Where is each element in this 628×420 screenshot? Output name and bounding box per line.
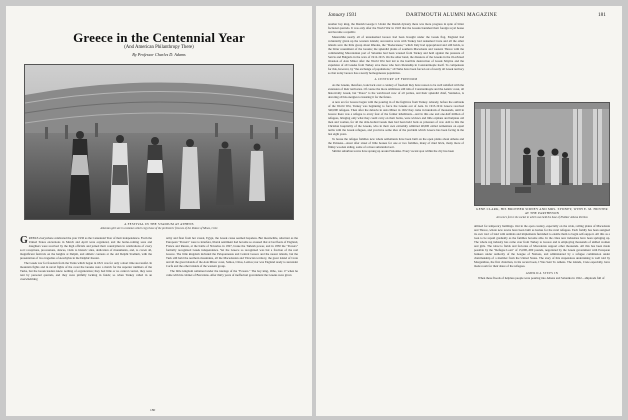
parthenon-photo-caption: GENE CLARK, HIS BROTHER SIDNEY AND MRS. SYDNEY, WITH E. M. HUNTER AT THE PARTHENON bbox=[476, 207, 608, 215]
article-column-1 bbox=[20, 236, 152, 408]
photo-caption: Athenian girls are in costumes which copy those of the prehistoric frescoes of the Palace of Minos, Crete bbox=[100, 227, 218, 230]
page-folio: 180 bbox=[150, 408, 156, 412]
article-column-3 bbox=[328, 22, 464, 410]
page-number: 181 bbox=[598, 12, 606, 18]
paragraph: When these floods of helpless people were pouring into Athens and Salonika in 1922—shiploads full of bbox=[478, 276, 605, 281]
running-head-title: DARTMOUTH ALUMNI MAGAZINE bbox=[406, 12, 498, 18]
left-page bbox=[6, 6, 312, 416]
paragraph: A new era for Greece began with the pouring in of the fugitives from Turkey. Already, before the outbreak of the World War, Turkey was beginning to force the Greeks out of Asia. In 1913-1914 Greece received 340,000 refugees. Then after the debacle in Asia Minor in 1922 they came in hundreds of thousands, until in Greece there was a refugee to every four of the former inhabitants—and in this one and one-half million of refugees, bringing only what they could carry on their backs, were widows and little orphans and helpless old men and women, for all the able-bodied Greek men had been held back as prisoners of war. Add to this the Christian hospitality of the Greeks, who in their own extremity admitted 40,000 exiled Armenians on equal terms with the Greek refugees, and you have some idea of the problem which Greece has been facing in the last eight years. bbox=[328, 99, 464, 136]
paragraph: The Greek war for freedom from the Turks which began in 1821 was for only a short time successful. In mountain fights and in naval fights of the coast the Greeks were a match for the superior numbers of the Turks, but the Greek leaders knew nothing of organization; they had little or no central control, they were rent by personal quarrels, and they were pitifully lacking in funds; so when Turkey called in an overwhelming bbox=[20, 260, 152, 282]
parthenon-illustration bbox=[475, 103, 610, 206]
paragraph: To house the refugee families new whole settlements have been built on the open plains about Athens and the Peiraeus—street after street of little houses for one or two families, many of mud brick, many more of flimsy wooden siding, some of a more substantial sort. bbox=[328, 136, 464, 149]
drop-cap: G bbox=[20, 236, 28, 246]
section-heading: AMERICA STEPS IN bbox=[525, 270, 559, 275]
article-column-2 bbox=[166, 236, 298, 408]
paragraph: As the Greeks, therefore, look back over a century of freedom they have reason to be well satisfied with the extension of their territories. Of course the more ambitious still talk of Constantinople and the Asiatic coast, all historically Greek, but "Peace" is the watchword now of all parties, and their splendid chief, Venizelos, is devoting all his energies to insuring it for the future. bbox=[328, 82, 464, 99]
paragraph: The little kingdom remained under the tutelage of the "Powers." The boy king, Otho, was 17 when he came with his cabinet of Bavarians. After thirty years of ineffectual government the Greeks were given bbox=[166, 268, 298, 278]
photo-title: A FESTIVAL IN THE STADIUM AT ATHENS bbox=[124, 222, 194, 226]
article-column-4 bbox=[474, 224, 610, 410]
running-head-date: January 1931 bbox=[328, 12, 357, 18]
paragraph: another boy king, the Danish George I. Under the Danish dynasty there was more progress in spite of bitter factional quarrels. It was only after the World War in 1918 that the Greeks banished their foreign royal house and became a republic. bbox=[328, 22, 464, 35]
stadium-festival-illustration bbox=[25, 65, 294, 220]
parthenon-photo-subcaption: At Gene's feet is the socket in which was held the base of Phidias' Athena Parthos bbox=[496, 216, 588, 219]
article-byline: By Professor Charles D. Adams bbox=[132, 52, 186, 57]
paragraph: GREEKS everywhere celebrated the year 1930 as the Centennial Year of their independence. From the United States excursions in March and April were organized, and the home-coming sons and daughters were received by the high officials and joined their countrymen in celebrations of every sort: receptions, processions, dances, visits to historic sites, dedication of monuments, and, to crown all, magnificent festivals on the heights at Delphi, and athletic contests at the old Delphi Stadium, with the presentation of two tragedies of Aeschylus in the Delphic theater. bbox=[20, 236, 152, 261]
right-page bbox=[316, 6, 622, 416]
paragraph: Similar suburban towns have sprung up around Salonika. Every vacant spot within the city has been bbox=[332, 149, 455, 154]
stadium-festival-photo bbox=[24, 64, 294, 220]
paragraph: army and fleet from her vassal, Egypt, the Greek cause seemed hopeless. But meanwhile, reluctant as the European "Powers" were to interfere, liberal sentiment had become so aroused that at last fleets of England, France and Russia, at the battle of Navarino in 1827, broke the Turkish power, and in 1830 the "Powers" formally recognized Greek independence. Yet the Greece so recognized was but a fraction of the real Greece. The little kingdom included the Peloponnesus and Central Greece and the nearer islands, but the Turk still held the northern mountains, all the Macedonian and Thracian territory, the great island of Crete and all the great islands of the Asia Minor coast, Samos, Chios, Lesbos; nor was England ready to surrender Corfu and the other islands of the western group. bbox=[166, 236, 298, 269]
paragraph: Meanwhile nearly all of unredeemed Greece had been brought under the Greek flag. England had voluntarily given up the western islands; successive wars with Turkey had redeemed Crete and all the other islands save the little group about Rhodes, the "Dodecanese," which Italy had appropriated and still holds, to the bitter resentment of the Greeks; the splendid plains of southern Macedonia and western Thrace with the commanding Macedonian port of Salonika had been wrested from Turkey and held against the pressure of Servia and Bulgaria in the wars of 1912-1913. On the other hand, the disasters of the Greeks in the ill-advised invasion of Asia Minor after the World War had led to the horrible destruction of Greek Smyrna and the expulsion of all Greeks from Turkey save those who had citizenship in Constantinople itself. To compensate for this, however, by "the exchange of populations," all Turks have been forced out of nearly all Greek territory so that today Greece has a nearly homogeneous population. bbox=[328, 34, 464, 76]
paragraph: utilized for temporary buildings. Out in the open country, especially on the wide, rolling plains of Macedonia and Thrace, whole new towns have been built as homes for the rural refugees. Each family has been assigned its own tract of land with animals and implements furnished to enable them to begin self-support. All this as a loan to be repaid gradually as the families become able. In the cities new industries have been springing up. The whole rug industry has come over from Turkey to Greece and is employing thousands of skilled women and girls. The tobacco fields and factories of Macedonia support other thousands. All this has been made possible by the "Refugee Loan" of 15,000,-000 pounds, negotiated by the Greek government with European bankers under authority of the League of Nations, and administered by a refugee commission under chairmanship of a member from the United States. The story of this stupendous undertaking is well told by Morgenthau, the first chairman, in his recent book, I Was Sent To Athens. The islands, Crete especially, have made room for their share of the refugees. bbox=[474, 224, 610, 269]
parthenon-photo bbox=[474, 102, 610, 206]
section-heading: A CENTURY OF FREEDOM bbox=[374, 77, 418, 82]
article-title: Greece in the Centennial Year bbox=[73, 30, 245, 45]
article-subtitle: (And American Philanthropy There) bbox=[124, 45, 194, 50]
